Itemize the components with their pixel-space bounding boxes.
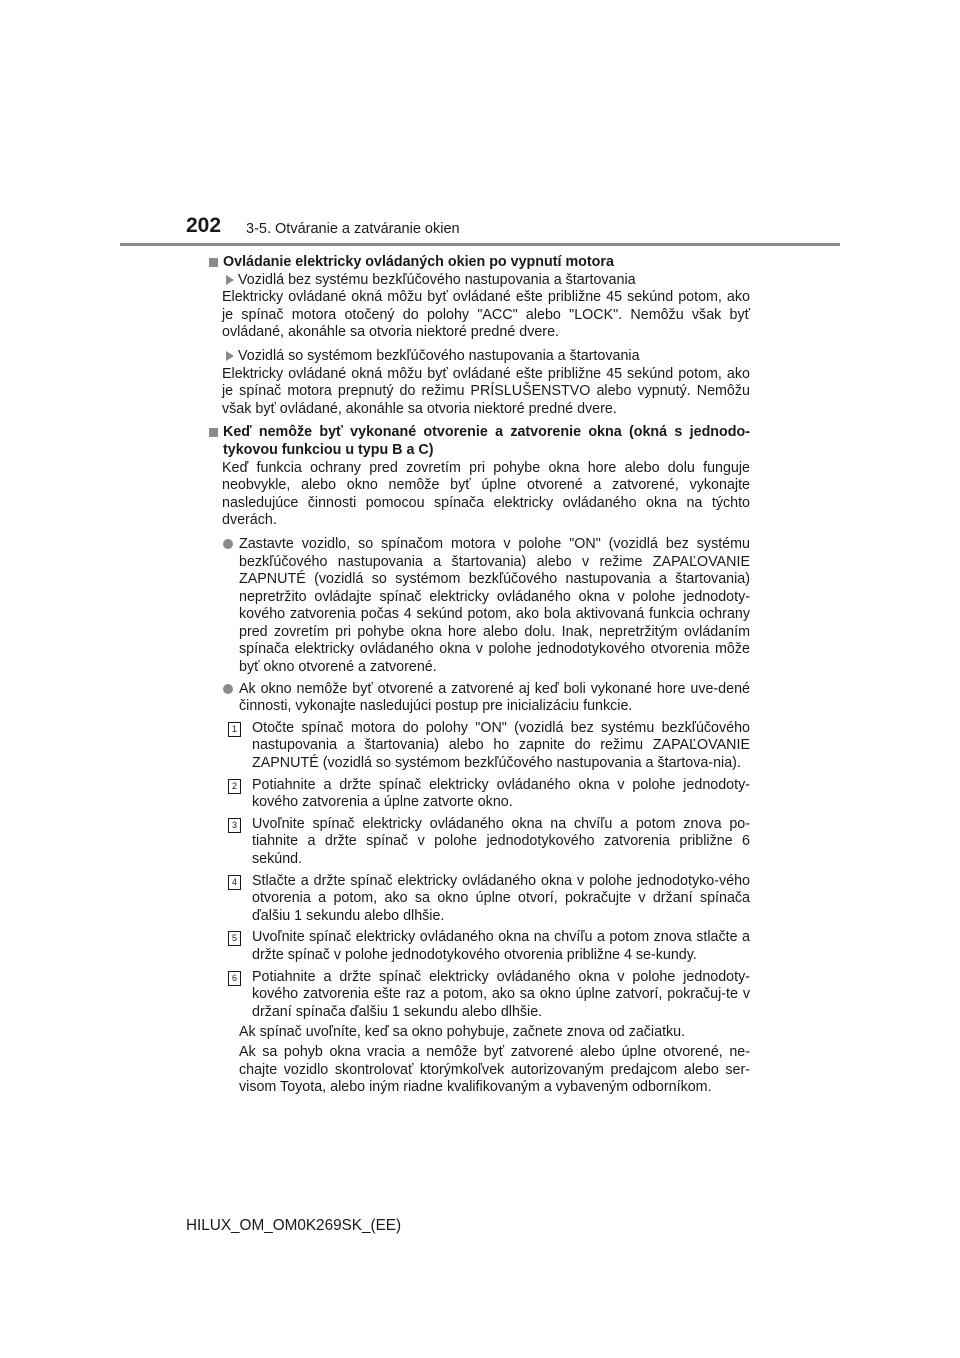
note-text: Ak spínač uvoľníte, keď sa okno pohybuje, začnete znova od začiatku.: [239, 1024, 686, 1041]
section-intro: Keď funkcia ochrany pred zovretím pri pohybe okna hore alebo dolu funguje neobvykle, alebo okno nemôže byť úplne otvorené a zatvorené, vykonajte nasledujúce činnosti pomocou spínača elektricky ovládaného okna na týchto dverách.: [222, 459, 750, 529]
subsection-heading: Vozidlá so systémom bezkľúčového nastupovania a štartovania: [238, 347, 640, 364]
subsection-heading-row: [222, 272, 750, 290]
step-text: Uvoľnite spínač elektricky ovládaného okna na chvíľu a potom znova po-tiahnite a držte spínač v polohe jednodotykového zatvorenia približne 6 sekúnd.: [252, 815, 750, 867]
page-content: [207, 254, 750, 1101]
step-text: Potiahnite a držte spínač elektricky ovládaného okna v polohe jednodoty-kového zatvorenia a úplne zatvorte okno.: [252, 776, 750, 811]
step-number: 2: [228, 779, 241, 794]
step-number: 6: [228, 971, 241, 986]
subsection-text: Elektricky ovládané okná môžu byť ovládané ešte približne 45 sekúnd potom, ako je spínač motora otočený do polohy "ACC" alebo "LOCK". Nemôžu však byť ovládané, akonáhle sa otvoria niektoré predné dvere.: [222, 289, 750, 341]
step-item: [228, 969, 750, 1022]
section-engine-off: [207, 254, 750, 418]
bullet-text: Ak okno nemôže byť otvorené a zatvorené aj keď boli vykonané hore uve-dené činnosti, vykonajte nasledujúci postup pre inicializáciu funkcie.: [239, 680, 750, 715]
subsection-heading-row: [222, 348, 750, 366]
step-item: [228, 720, 750, 773]
step-item: [228, 777, 750, 812]
triangle-bullet-icon: [226, 351, 234, 361]
square-bullet-icon: [209, 428, 218, 437]
step-text: Potiahnite a držte spínač elektricky ovládaného okna v polohe jednodoty-kového zatvorenia ešte raz a potom, ako sa okno úplne zatvorí, pokračuj-te v držaní spínača ďalšiu 1 sekundu alebo dlhšie.: [252, 968, 750, 1020]
section-heading-row: [207, 254, 750, 272]
square-bullet-icon: [209, 258, 218, 267]
document-code: HILUX_OM_OM0K269SK_(EE): [186, 1217, 402, 1234]
section-heading: Keď nemôže byť vykonané otvorenie a zatvorenie okna (okná s jednodo-tykovou funkciou u typu B a C): [223, 424, 750, 458]
chapter-title: 3-5. Otváranie a zatváranie okien: [246, 221, 460, 237]
step-item: [228, 816, 750, 869]
step-item: [228, 929, 750, 964]
step-number: 4: [228, 875, 241, 890]
section-window-init: [207, 424, 750, 1096]
step-number: 3: [228, 818, 241, 833]
section-body: [207, 460, 750, 1097]
section-heading: Ovládanie elektricky ovládaných okien po vypnutí motora: [223, 254, 614, 270]
list-item: [222, 536, 750, 677]
bullet-text: Zastavte vozidlo, so spínačom motora v polohe "ON" (vozidlá bez systému bezkľúčového nastupovania a štartovania) alebo v režime ZAPAĽOVANIE ZAPNUTÉ (vozidlá so systémom bezkľúčového nastupovania a štartovania) nepretržito ovládajte spínač elektricky ovládaného okna v polohe jednodoty-kového zatvorenia počas 4 sekúnd potom, ako bola aktivovaná funkcia ochrany pred zovretím pri pohybe okna hore alebo dolu. Inak, nepretržitým ovládaním spínača elektricky ovládaného okna v polohe jednodotykového otvorenia môže byť okno otvorené a zatvorené.: [239, 535, 750, 676]
step-text: Uvoľnite spínač elektricky ovládaného okna na chvíľu a potom znova stlačte a držte spínač v polohe jednodotykového otvorenia približne 4 se-kundy.: [252, 929, 750, 963]
triangle-bullet-icon: [226, 275, 234, 285]
list-item: [222, 681, 750, 716]
note-text: Ak sa pohyb okna vracia a nemôže byť zatvorené alebo úplne otvorené, ne-chajte vozidlo skontrolovať ktorýmkoľvek autorizovaným predajcom alebo ser-visom Toyota, alebo iným riadne kvalifikovaným a vybaveným odborníkom.: [239, 1043, 750, 1096]
subsection-heading: Vozidlá bez systému bezkľúčového nastupovania a štartovania: [238, 271, 636, 288]
round-bullet-icon: [223, 684, 233, 694]
header-divider: [120, 243, 840, 246]
step-item: [228, 873, 750, 926]
page-number: 202: [186, 214, 222, 237]
step-number: 1: [228, 722, 241, 737]
step-number: 5: [228, 931, 241, 946]
subsection-text: Elektricky ovládané okná môžu byť ovládané ešte približne 45 sekúnd potom, ako je spínač motora prepnutý do režimu PRÍSLUŠENSTVO alebo vypnutý. Nemôžu však byť ovládané, akonáhle sa otvoria niektoré predné dvere.: [222, 365, 750, 417]
step-text: Stlačte a držte spínač elektricky ovládaného okna v polohe jednodotyko-vého otvorenia a potom, ako sa okno úplne otvorí, pokračujte v držaní spínača ďalšiu 1 sekundu alebo dlhšie.: [252, 872, 750, 924]
step-text: Otočte spínač motora do polohy "ON" (vozidlá bez systému bezkľúčového nastupovania a štartovania) alebo ho zapnite do režimu ZAPAĽOVANIE ZAPNUTÉ (vozidlá so systémom bezkľúčového nastupovania a štartova-nia).: [252, 719, 750, 772]
section-body: [207, 272, 750, 419]
section-heading-row: [207, 424, 750, 459]
round-bullet-icon: [223, 539, 233, 549]
